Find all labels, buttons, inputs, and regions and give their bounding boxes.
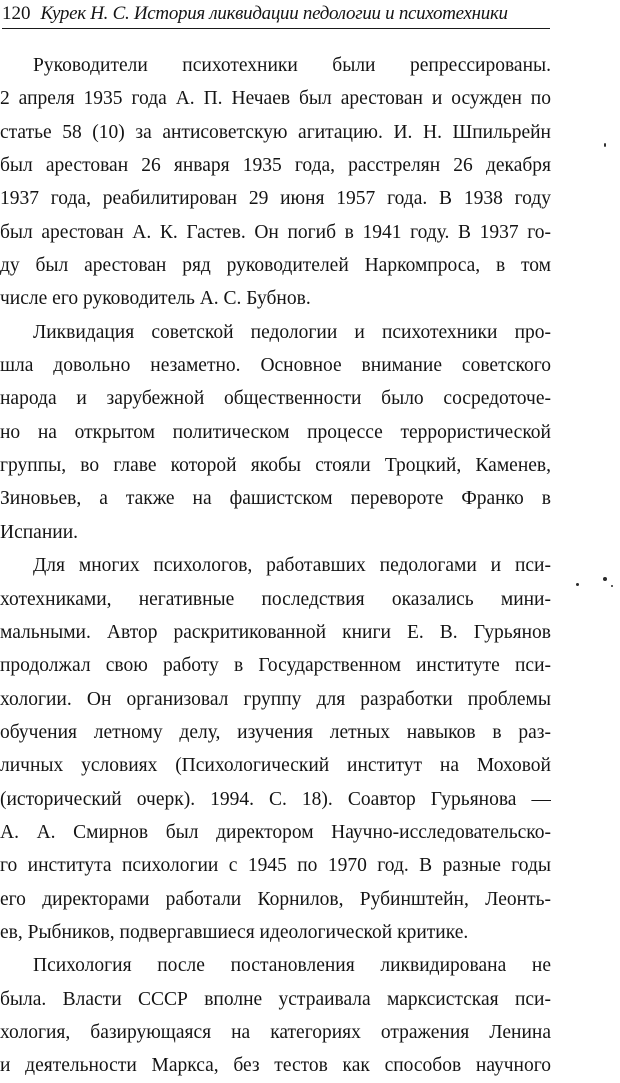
text-line: мальными. Автор раскритикованной книги Е. В. Гурьянов (0, 621, 551, 643)
paragraph-4 (0, 949, 551, 1082)
text-line: шла довольно незаметно. Основное внимание советского (0, 355, 551, 377)
text-line: и деятельности Маркса, без тестов как способов научного (0, 1055, 551, 1077)
text-line: Зиновьев, а также на фашистском перевороте Франко в (0, 488, 551, 510)
text-line: личных условиях (Психологический институт на Моховой (0, 755, 551, 777)
text-line: группы, во главе которой якобы стояли Троцкий, Каменев, (0, 455, 551, 477)
text-line: народа и зарубежной общественности было сосредоточе- (0, 388, 551, 410)
text-line: 1937 года, реабилитирован 29 июня 1957 года. В 1938 году (0, 188, 551, 210)
scan-speck (611, 585, 613, 587)
text-line: Ликвидация советской педологии и психотехники про- (33, 321, 551, 343)
text-line: ду был арестован ряд руководителей Наркомпроса, в том (0, 255, 551, 277)
text-line: был арестован А. К. Гастев. Он погиб в 1941 году. В 1937 го- (0, 221, 551, 243)
body-text (0, 49, 551, 1083)
paragraph-3 (0, 549, 551, 949)
text-line: был арестован 26 января 1935 года, расстрелян 26 декабря (0, 155, 551, 177)
text-line: Для многих психологов, работавших педологами и пси- (33, 555, 551, 577)
text-line: хотехниками, негативные последствия оказались мини- (0, 588, 551, 610)
paragraph-1 (0, 49, 551, 316)
scan-speck (604, 143, 606, 147)
text-line: А. А. Смирнов был директором Научно-исследовательско- (0, 821, 551, 843)
scan-speck (576, 583, 579, 586)
text-line: его директорами работали Корнилов, Рубинштейн, Леонть- (0, 888, 551, 910)
text-line: Психология после постановления ликвидирована не (33, 955, 551, 977)
text-line: статье 58 (10) за антисоветскую агитацию. И. Н. Шпильрейн (0, 121, 551, 143)
text-line: Испании. (0, 521, 79, 543)
paragraph-2 (0, 316, 551, 549)
text-line: числе его руководитель А. С. Бубнов. (0, 288, 311, 310)
text-line: ев, Рыбников, подвергавшиеся идеологической критике. (0, 921, 469, 943)
text-line: хология, базирующаяся на категориях отражения Ленина (0, 1021, 551, 1043)
text-line: хологии. Он организовал группу для разработки проблемы (0, 688, 551, 710)
text-line: Руководители психотехники были репрессированы. (33, 55, 551, 76)
text-line: го института психологии с 1945 по 1970 год. В разные годы (0, 855, 551, 877)
text-line: обучения летному делу, изучения летных навыков в раз- (0, 721, 551, 743)
text-line: 2 апреля 1935 года А. П. Нечаев был арестован и осужден по (0, 88, 551, 110)
running-header (2, 2, 550, 29)
page-number: 120 (2, 3, 31, 24)
text-line: но на открытом политическом процессе террористической (0, 421, 551, 443)
text-line: была. Власти СССР вполне устраивала марксистская пси- (0, 988, 551, 1010)
text-line: продолжал свою работу в Государственном институте пси- (0, 655, 551, 677)
scan-speck (603, 577, 607, 581)
text-line: (исторический очерк). 1994. С. 18). Соавтор Гурьянова — (0, 788, 551, 810)
running-header-title: Курек Н. С. История ликвидации педологии и психотехники (40, 3, 508, 24)
